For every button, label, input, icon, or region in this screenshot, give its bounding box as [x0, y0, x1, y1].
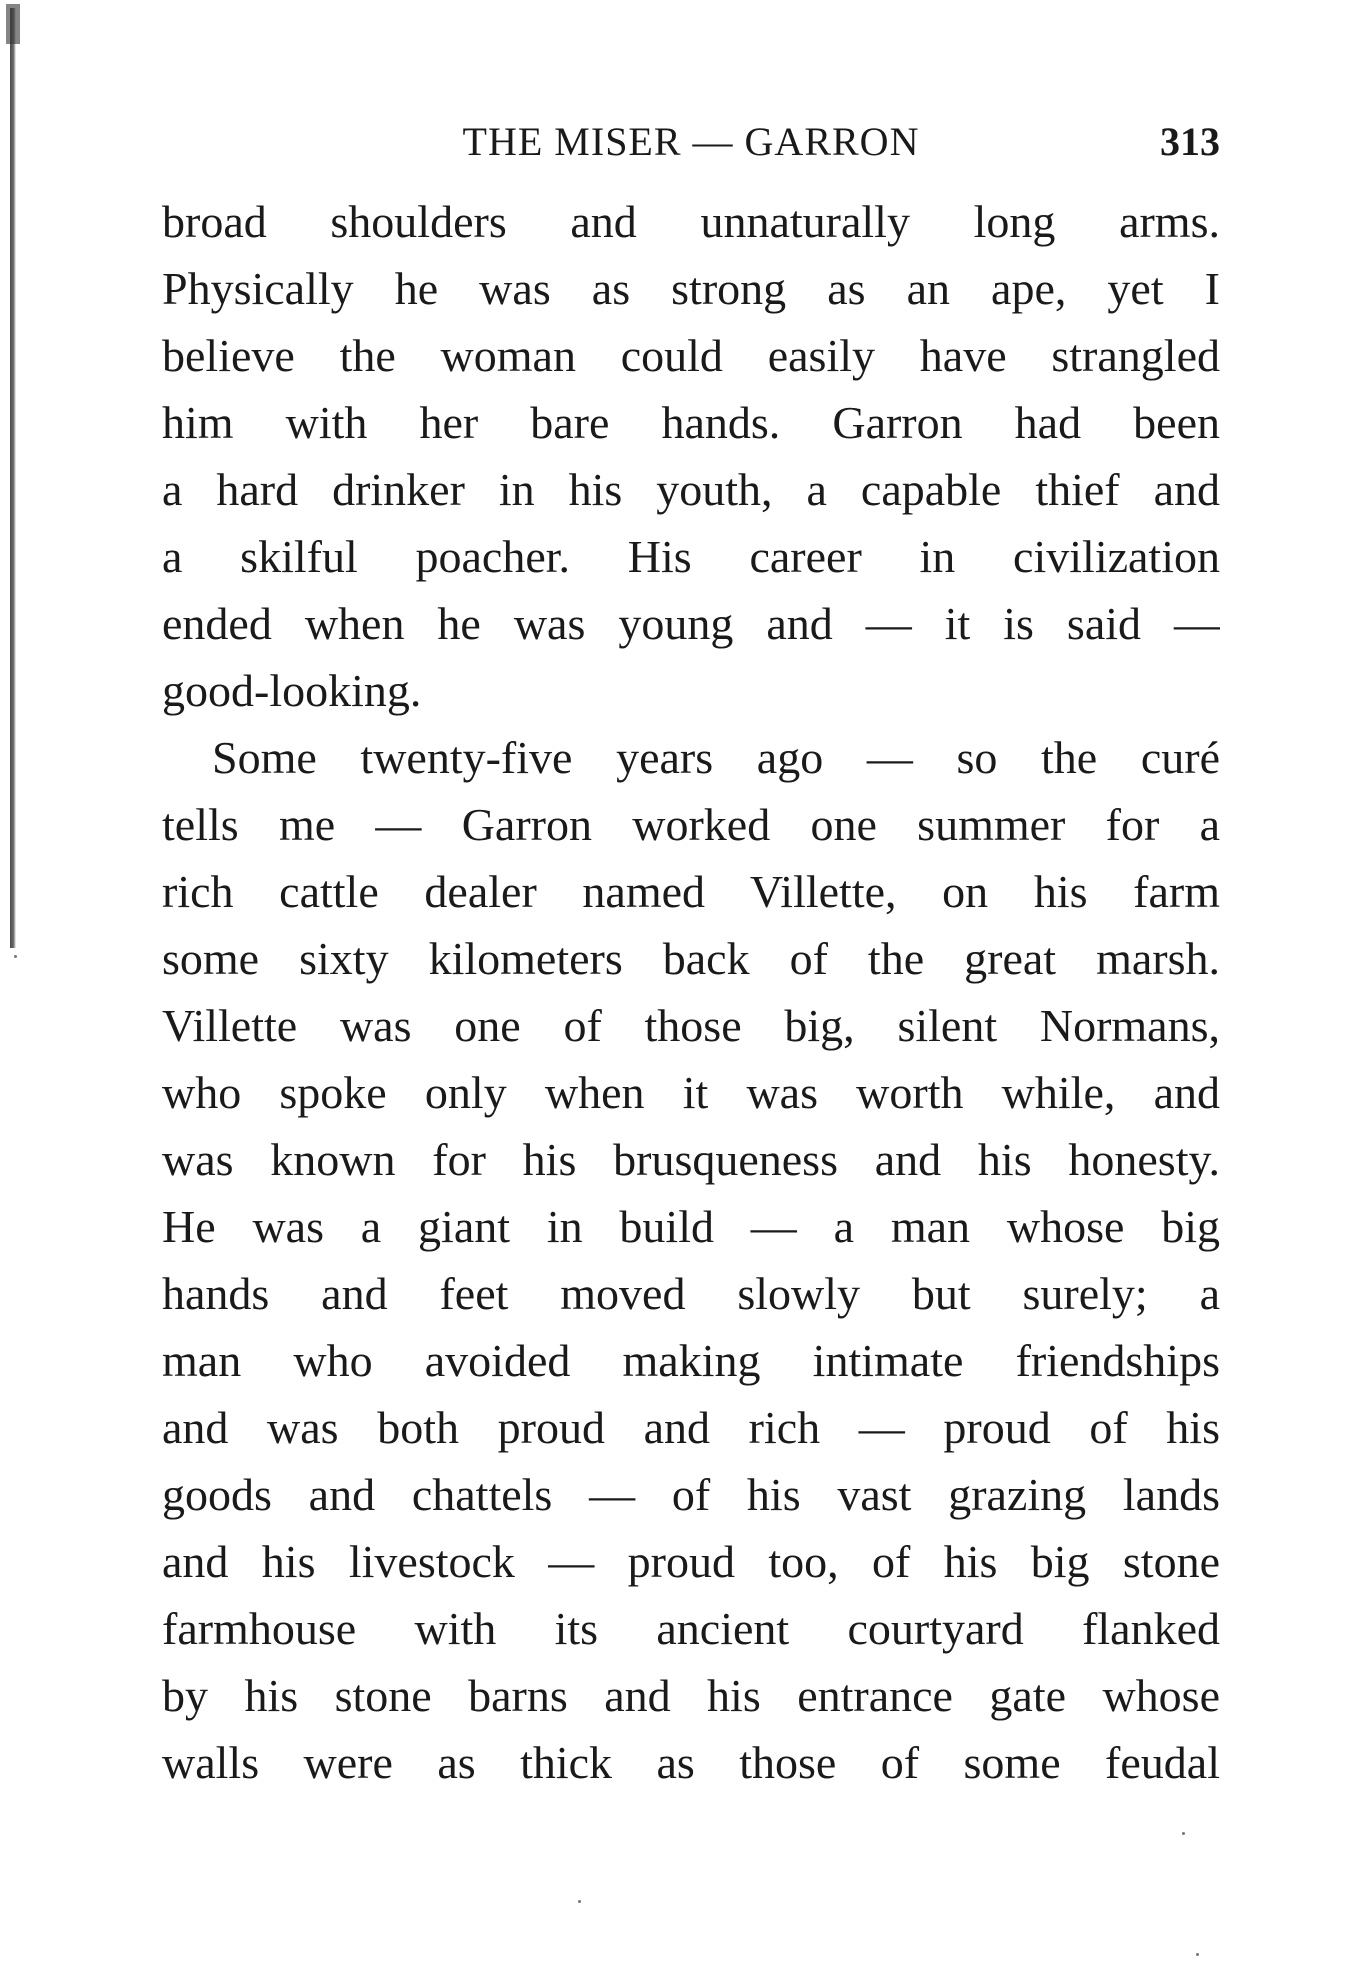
- text-line: believe the woman could easily have strangled: [162, 330, 1220, 381]
- running-header: [162, 118, 1220, 174]
- text-line: hands and feet moved slowly but surely; a: [162, 1268, 1220, 1319]
- text-line: farmhouse with its ancient courtyard flanked: [162, 1603, 1220, 1654]
- paper-speck: [1196, 1953, 1199, 1956]
- text-line: broad shoulders and unnaturally long arms.: [162, 196, 1220, 247]
- text-line: who spoke only when it was worth while, and: [162, 1067, 1220, 1118]
- page-number: 313: [1160, 119, 1220, 164]
- paragraph-2: [162, 724, 1220, 1796]
- text-line: Physically he was as strong as an ape, yet I: [162, 263, 1220, 314]
- scan-edge-shadow: [10, 8, 16, 948]
- scan-edge-mark: [6, 4, 20, 44]
- paper-speck: [1182, 1832, 1185, 1835]
- text-line: a skilful poacher. His career in civilization: [162, 531, 1220, 582]
- paragraph-1: [162, 188, 1220, 724]
- paper-speck: [578, 1900, 581, 1903]
- text-line: him with her bare hands. Garron had been: [162, 397, 1220, 448]
- text-line: ended when he was young and — it is said —: [162, 598, 1220, 649]
- text-line: a hard drinker in his youth, a capable thief and: [162, 464, 1220, 515]
- text-line: Some twenty-five years ago — so the curé: [212, 732, 1220, 783]
- text-line: and was both proud and rich — proud of his: [162, 1402, 1220, 1453]
- text-line: some sixty kilometers back of the great marsh.: [162, 933, 1220, 984]
- text-line: goods and chattels — of his vast grazing lands: [162, 1469, 1220, 1520]
- text-line: walls were as thick as those of some feudal: [162, 1737, 1220, 1788]
- text-line: and his livestock — proud too, of his big stone: [162, 1536, 1220, 1587]
- text-line: man who avoided making intimate friendships: [162, 1335, 1220, 1386]
- text-line: He was a giant in build — a man whose big: [162, 1201, 1220, 1252]
- text-line: Villette was one of those big, silent Normans,: [162, 1000, 1220, 1051]
- text-line: was known for his brusqueness and his honesty.: [162, 1134, 1220, 1185]
- running-title: THE MISER — GARRON: [462, 119, 920, 164]
- text-line: rich cattle dealer named Villette, on his farm: [162, 866, 1220, 917]
- text-line: by his stone barns and his entrance gate whose: [162, 1670, 1220, 1721]
- text-line: tells me — Garron worked one summer for a: [162, 799, 1220, 850]
- text-line: good-looking.: [162, 665, 422, 716]
- paper-speck: [14, 955, 17, 958]
- page-body: [162, 188, 1220, 1796]
